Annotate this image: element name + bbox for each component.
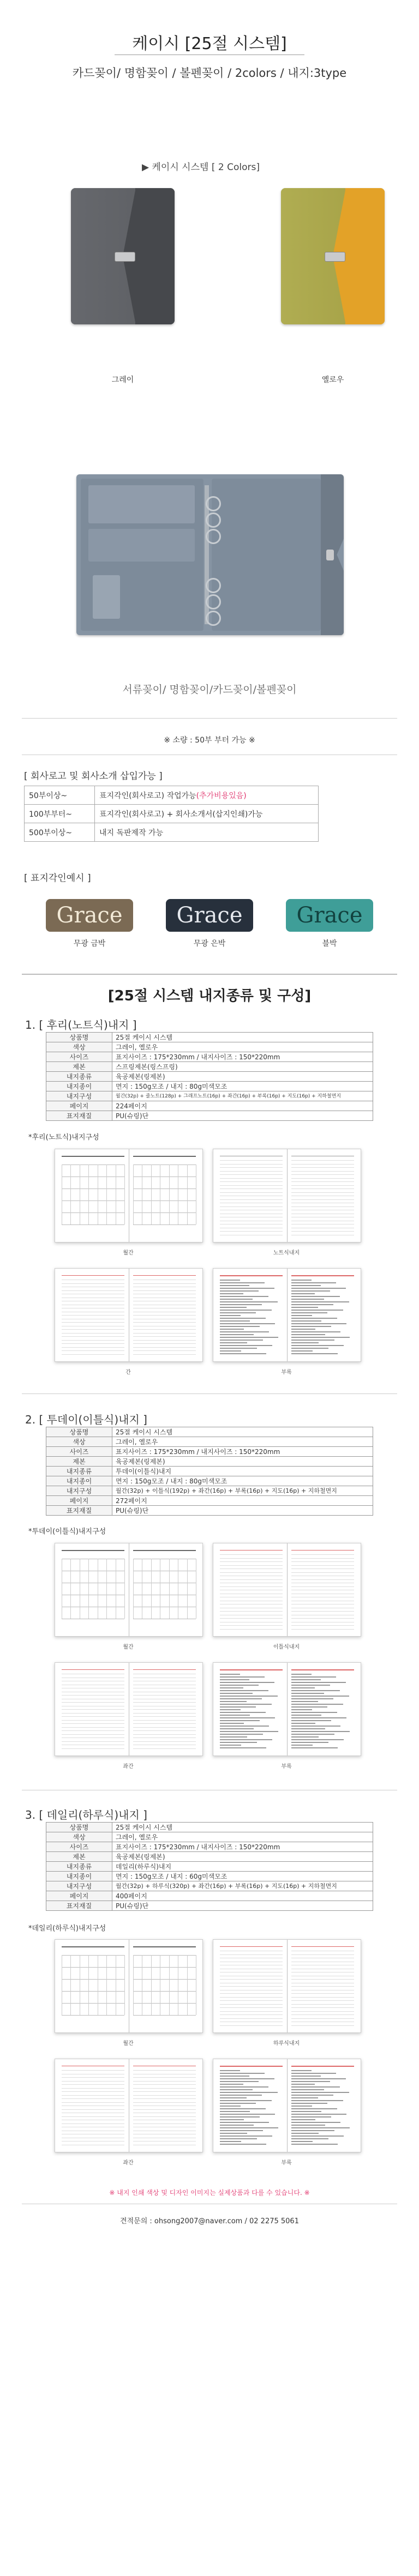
silver-stamp-label: 무광 은박 — [193, 939, 226, 948]
table-row: 내지종이 면지 : 150g모조 / 내지 : 60g미색모조 — [46, 1872, 373, 1881]
extra-cost-note: (추가비용있음) — [196, 791, 247, 800]
table-row: 색상 그레이, 옐로우 — [46, 1042, 373, 1052]
option-desc: 표지각인(회사로고) + 회사소개서(삽지인쇄)가능 — [95, 805, 319, 823]
divider — [22, 1393, 397, 1394]
page-half — [218, 2064, 285, 2147]
section-3-page-monthly — [55, 1939, 203, 2033]
section-2-page-monthly — [55, 1543, 203, 1637]
table-row — [25, 805, 319, 823]
page-half — [289, 1667, 356, 1751]
page-half — [59, 1548, 127, 1632]
table-row: 내지구성 월간(32p) + 줄노트(128p) + 그래프노트(16p) + 좌간(16p) + 부록(16p) + 지도(16p) + 지하철면지 — [46, 1091, 373, 1101]
section-2-spec-table — [46, 1427, 373, 1516]
table-row: 상품명 25절 케이시 시스템 — [46, 1033, 373, 1042]
section-1-page-appendix — [213, 1268, 361, 1362]
section-3-page-label: 월간 — [123, 2041, 134, 2047]
section-3-compo-label: *데일리(하루식)내지구성 — [28, 1925, 106, 1933]
section-3-page-daily — [213, 1939, 361, 2033]
page-half — [59, 1944, 127, 2028]
table-row: 페이지 224페이지 — [46, 1101, 373, 1111]
page-half — [218, 1944, 285, 2028]
page-half — [131, 1944, 198, 2028]
page-half — [289, 1944, 356, 2028]
section-2-compo-label: *투데이(이틀식)내지구성 — [28, 1528, 106, 1536]
page-half — [218, 1154, 285, 1238]
section-2-page-label: 이틀식내지 — [273, 1644, 300, 1650]
page-half — [218, 1548, 285, 1632]
page-title: 케이시 [25절 시스템] — [132, 34, 287, 53]
page-half — [131, 1273, 198, 1357]
open-case-image — [76, 474, 344, 635]
page-half — [131, 1667, 198, 1751]
gold-stamp-label: 무광 금박 — [73, 939, 106, 948]
section-1-page-label: 월간 — [123, 1250, 134, 1256]
table-row: 내지종류 투데이(이틀식)내지 — [46, 1467, 373, 1476]
logo-options-title: [ 회사로고 및 회사소개 삽입가능 ] — [24, 771, 163, 782]
table-row: 상품명 25절 케이시 시스템 — [46, 1427, 373, 1437]
section-2-title: 2. [ 투데이(이틀식)내지 ] — [25, 1413, 147, 1426]
silver-stamp-sample: Grace — [166, 899, 253, 932]
section-1-spec-table — [46, 1032, 373, 1121]
disclaimer-notice: ※ 내지 인쇄 색상 및 디자인 이미지는 실제상품과 다를 수 있습니다. ※ — [109, 2189, 310, 2197]
table-row: 페이지 272페이지 — [46, 1496, 373, 1506]
section-1-page-monthly — [55, 1149, 203, 1242]
table-row: 색상 그레이, 옐로우 — [46, 1437, 373, 1447]
section-1-page-label: 노트식내지 — [273, 1250, 300, 1256]
page-half — [131, 1548, 198, 1632]
page-half — [289, 1273, 356, 1357]
section-3-page-appendix — [213, 2059, 361, 2152]
option-desc: 내지 독판제작 가능 — [95, 823, 319, 842]
table-row: 제본 스프링제본(링스프링) — [46, 1062, 373, 1072]
section-2-page-label: 부록 — [281, 1764, 292, 1770]
page-half — [289, 1154, 356, 1238]
table-row: 내지종이 면지 : 150g모조 / 내지 : 80g미색모조 — [46, 1082, 373, 1091]
table-row: 사이즈 표지사이즈 : 175*230mm / 내지사이즈 : 150*220mm — [46, 1052, 373, 1062]
section-2-page-label: 월간 — [123, 1644, 134, 1650]
page-half — [59, 1273, 127, 1357]
grey-case-image — [71, 188, 175, 324]
divider — [22, 974, 397, 975]
section-2-page-appendix — [213, 1662, 361, 1756]
section-3-page-label: 부록 — [281, 2160, 292, 2166]
section-2-page-two-day — [213, 1543, 361, 1637]
table-row: 표지재질 PU(슈링)단 — [46, 1111, 373, 1121]
option-qty: 100부부터~ — [25, 805, 95, 823]
black-stamp-sample: Grace — [286, 899, 373, 932]
table-row: 색상 그레이, 옐로우 — [46, 1832, 373, 1842]
section-3-spec-table — [46, 1822, 373, 1911]
table-row: 제본 육공제본(링제본) — [46, 1852, 373, 1862]
open-case-caption: 서류꽂이/ 명함꽂이/카드꽂이/볼펜꽂이 — [122, 684, 297, 696]
table-row: 사이즈 표지사이즈 : 175*230mm / 내지사이즈 : 150*220mm — [46, 1447, 373, 1457]
table-row: 페이지 400페이지 — [46, 1891, 373, 1901]
page-half — [59, 1154, 127, 1238]
yellow-case-image — [281, 188, 385, 324]
table-row: 제본 육공제본(링제본) — [46, 1457, 373, 1467]
table-row — [25, 786, 319, 805]
table-row: 표지재질 PU(슈링)단 — [46, 1506, 373, 1516]
section-3-page-yearly — [55, 2059, 203, 2152]
section-1-page-notes — [213, 1149, 361, 1242]
black-stamp-label: 블박 — [322, 939, 337, 948]
page-half — [289, 2064, 356, 2147]
page-half — [218, 1667, 285, 1751]
table-row: 내지종이 면지 : 150g모조 / 내지 : 80g미색모조 — [46, 1476, 373, 1486]
logo-options-table — [24, 786, 319, 842]
section-2-page-label: 좌간 — [123, 1764, 134, 1770]
table-row: 사이즈 표지사이즈 : 175*230mm / 내지사이즈 : 150*220mm — [46, 1842, 373, 1852]
section-2-page-yearly — [55, 1662, 203, 1756]
page-half — [59, 1667, 127, 1751]
page-half — [289, 1548, 356, 1632]
section-1-title: 1. [ 후리(노트식)내지 ] — [25, 1018, 137, 1031]
gold-stamp-sample: Grace — [46, 899, 133, 932]
page-half — [218, 1273, 285, 1357]
option-qty: 50부이상~ — [25, 786, 95, 805]
colors-section-label: ▶ 케이시 시스템 [ 2 Colors] — [142, 162, 260, 173]
table-row: 표지재질 PU(슈링)단 — [46, 1901, 373, 1911]
composition-heading: [25절 시스템 내지종류 및 구성] — [107, 988, 312, 1004]
table-row: 내지구성 월간(32p) + 하루식(320p) + 좌간(16p) + 부록(16p) + 지도(16p) + 지하철면지 — [46, 1881, 373, 1891]
section-1-compo-label: *후리(노트식)내지구성 — [28, 1133, 99, 1142]
page-half — [131, 1154, 198, 1238]
table-row: 상품명 25절 케이시 시스템 — [46, 1823, 373, 1832]
section-3-title: 3. [ 데일리(하루식)내지 ] — [25, 1808, 147, 1821]
section-3-page-label: 하루식내지 — [273, 2041, 300, 2047]
min-order-note: ※ 소량 : 50부 부터 가능 ※ — [164, 736, 255, 745]
stamp-examples-title: [ 표지각인예시 ] — [24, 873, 91, 884]
page-subtitle: 카드꽂이/ 명함꽂이 / 볼펜꽂이 / 2colors / 내지:3type — [72, 67, 347, 80]
grey-case-label: 그레이 — [111, 376, 134, 384]
table-row: 내지종류 육공제본(링제본) — [46, 1072, 373, 1082]
table-row: 내지종류 데일리(하루식)내지 — [46, 1862, 373, 1872]
contact-info: 견적문의 : ohsong2007@naver.com / 02 2275 5061 — [120, 2217, 299, 2225]
page-half — [131, 2064, 198, 2147]
yellow-case-label: 옐로우 — [321, 376, 344, 384]
section-1-page-yearly — [55, 1268, 203, 1362]
option-qty: 500부이상~ — [25, 823, 95, 842]
divider — [22, 718, 397, 719]
section-1-page-label: 부록 — [281, 1370, 292, 1376]
option-desc: 표지각인(회사로고) 작업가능(추가비용있음) — [95, 786, 319, 805]
section-1-page-label: 간 — [125, 1370, 131, 1376]
table-row: 내지구성 월간(32p) + 이틀식(192p) + 좌간(16p) + 부록(16p) + 지도(16p) + 지하철면지 — [46, 1486, 373, 1496]
table-row — [25, 823, 319, 842]
page-half — [59, 2064, 127, 2147]
section-3-page-label: 좌간 — [123, 2160, 134, 2166]
